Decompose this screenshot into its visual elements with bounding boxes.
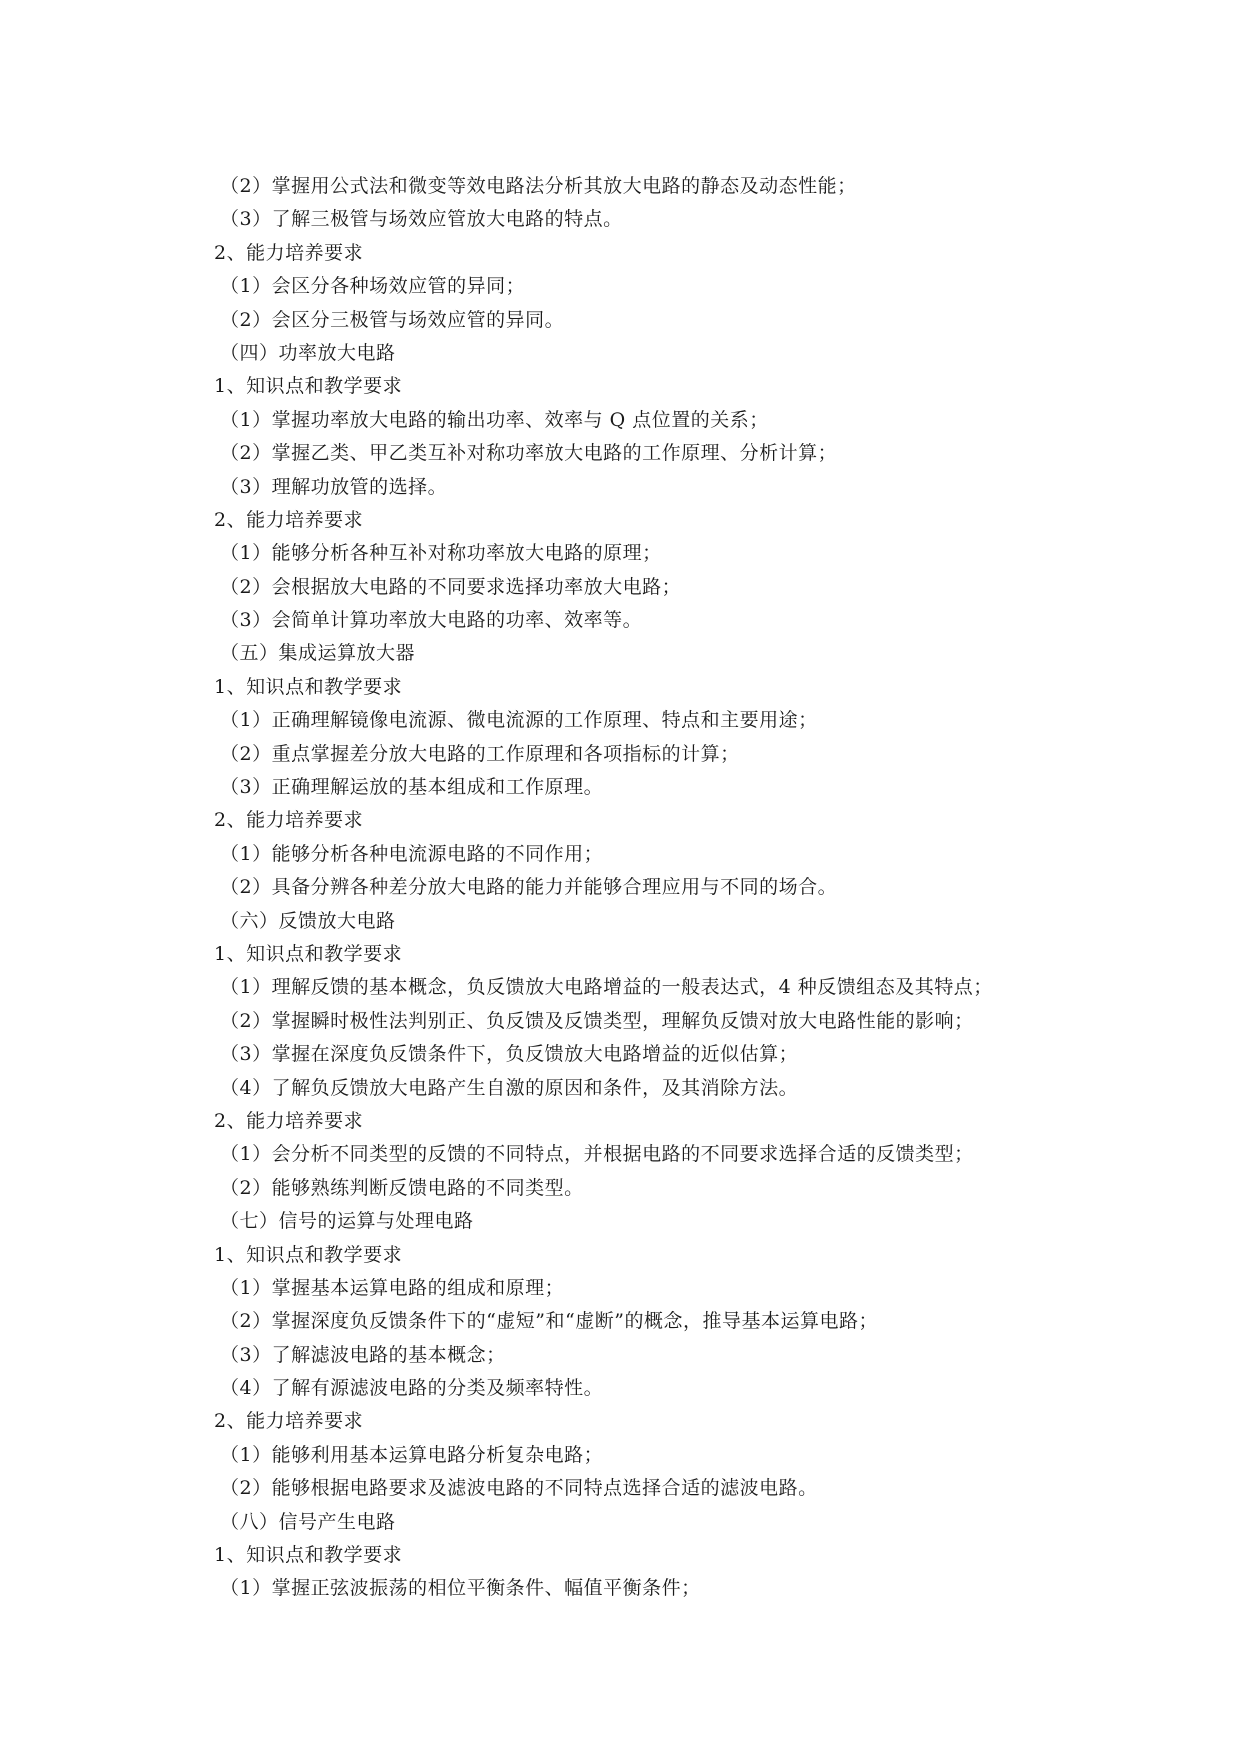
list-item: （2）掌握深度负反馈条件下的“虚短”和“虚断”的概念，推导基本运算电路； [220, 1310, 878, 1333]
list-item: （2）掌握瞬时极性法判别正、负反馈及反馈类型，理解负反馈对放大电路性能的影响； [220, 1009, 974, 1032]
list-item: （3）正确理解运放的基本组成和工作原理。 [220, 776, 604, 799]
list-item: （1）会区分各种场效应管的异同； [220, 275, 526, 298]
list-item: （3）掌握在深度负反馈条件下，负反馈放大电路增益的近似估算； [220, 1043, 799, 1066]
section-heading: （六）反馈放大电路 [220, 909, 396, 932]
list-item: （1）掌握基本运算电路的组成和原理； [220, 1276, 565, 1299]
list-item: （3）理解功放管的选择。 [220, 475, 448, 498]
list-item: （2）会区分三极管与场效应管的异同。 [220, 308, 565, 331]
subsection-heading: 2、能力培养要求 [214, 241, 364, 264]
list-item: （4）了解有源滤波电路的分类及频率特性。 [220, 1377, 604, 1400]
subsection-heading: 1、知识点和教学要求 [214, 942, 403, 965]
subsection-heading: 1、知识点和教学要求 [214, 675, 403, 698]
list-item: （2）能够根据电路要求及滤波电路的不同特点选择合适的滤波电路。 [220, 1477, 818, 1500]
list-item: （1）掌握功率放大电路的输出功率、效率与 Q 点位置的关系； [220, 408, 769, 431]
section-heading: （八）信号产生电路 [220, 1510, 396, 1533]
list-item: （2）重点掌握差分放大电路的工作原理和各项指标的计算； [220, 742, 740, 765]
list-item: （2）会根据放大电路的不同要求选择功率放大电路； [220, 575, 682, 598]
list-item: （2）具备分辨各种差分放大电路的能力并能够合理应用与不同的场合。 [220, 876, 838, 899]
section-heading: （四）功率放大电路 [220, 341, 396, 364]
subsection-heading: 1、知识点和教学要求 [214, 375, 403, 398]
list-item: （1）掌握正弦波振荡的相位平衡条件、幅值平衡条件； [220, 1577, 701, 1600]
list-item: （1）能够分析各种互补对称功率放大电路的原理； [220, 542, 662, 565]
section-heading: （五）集成运算放大器 [220, 642, 416, 665]
list-item: （1）能够利用基本运算电路分析复杂电路； [220, 1443, 604, 1466]
list-item: （1）能够分析各种电流源电路的不同作用； [220, 842, 604, 865]
list-item: （3）会简单计算功率放大电路的功率、效率等。 [220, 609, 643, 632]
section-heading: （七）信号的运算与处理电路 [220, 1210, 474, 1233]
subsection-heading: 2、能力培养要求 [214, 809, 364, 832]
list-item: （2）掌握用公式法和微变等效电路法分析其放大电路的静态及动态性能； [220, 175, 857, 197]
list-item: （4）了解负反馈放大电路产生自激的原因和条件，及其消除方法。 [220, 1076, 799, 1099]
subsection-heading: 2、能力培养要求 [214, 1410, 364, 1433]
subsection-heading: 1、知识点和教学要求 [214, 1243, 403, 1266]
list-item: （2）掌握乙类、甲乙类互补对称功率放大电路的工作原理、分析计算； [220, 442, 838, 465]
subsection-heading: 1、知识点和教学要求 [214, 1544, 403, 1567]
list-item: （1）理解反馈的基本概念，负反馈放大电路增益的一般表达式，4 种反馈组态及其特点； [220, 976, 993, 999]
subsection-heading: 2、能力培养要求 [214, 1109, 364, 1132]
subsection-heading: 2、能力培养要求 [214, 508, 364, 531]
list-item: （3）了解滤波电路的基本概念； [220, 1343, 506, 1366]
list-item: （2）能够熟练判断反馈电路的不同类型。 [220, 1176, 584, 1199]
document-body [214, 170, 1120, 1606]
list-item: （1）正确理解镜像电流源、微电流源的工作原理、特点和主要用途； [220, 709, 818, 732]
list-item: （3）了解三极管与场效应管放大电路的特点。 [220, 208, 623, 231]
list-item: （1）会分析不同类型的反馈的不同特点，并根据电路的不同要求选择合适的反馈类型； [220, 1143, 974, 1166]
